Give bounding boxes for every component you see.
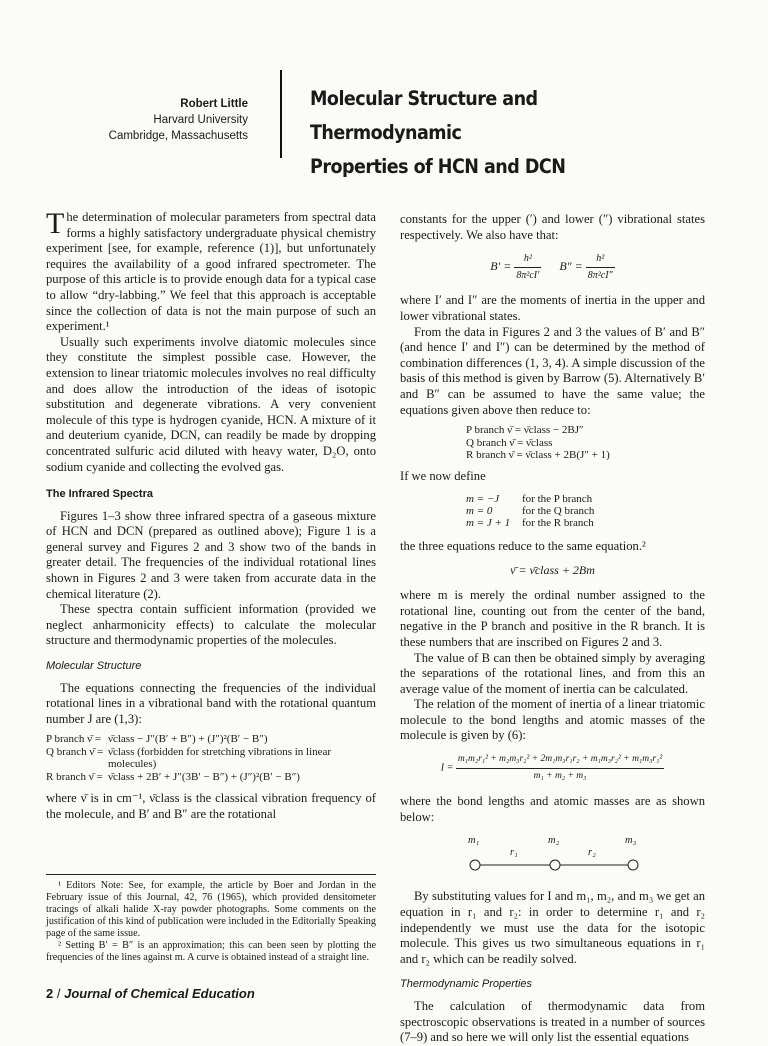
paragraph: the three equations reduce to the same equation.² <box>400 538 646 553</box>
column-right <box>400 212 705 1046</box>
paragraph: By substituting values for I and m₁, m₂, and m₃ we get an equation in r₁ and r₂: in order to determine r₁ and r₂ independently we must use the data for the isotopic molecule. This gives us two simultaneous equations in r₁ and r₂ which can be readily solved. <box>400 889 705 966</box>
denominator: 8π²cI″ <box>587 269 613 281</box>
paragraph: Figures 1–3 show three infrared spectra of a gaseous mixture of HCN and DCN (prepared as outlined above); Figure 1 is a general survey and Figures 2 and 3 show two of the bands in greater detail. The frequencies of the individual rotational lines shown in Figures 2 and 3 were taken from accurate data in the chemical literature (2). <box>46 508 376 601</box>
atom-1 <box>470 860 480 870</box>
mass-label-2: m₂ <box>548 835 560 847</box>
section-heading-infrared: The Infrared Spectra <box>46 488 153 501</box>
equation: P branch ν̄ = ν̄class − 2BJ″ <box>466 424 584 437</box>
equation: Q branch ν̄ = ν̄class <box>466 436 553 449</box>
paragraph: The calculation of thermodynamic data from spectroscopic observations is treated in a number of sources (7–9) and so here we will only list the essential equations <box>400 999 705 1045</box>
def-lhs: m = −J <box>466 492 500 505</box>
footnote-rule <box>46 874 376 875</box>
paragraph: The value of B can then be obtained simply by averaging the separations of the rotational lines, and from this an average value of the moment of inertia can be calculated. <box>400 650 705 696</box>
column-left <box>46 207 376 822</box>
mass-label-3: m₃ <box>625 835 637 847</box>
paragraph: where ν̄ is in cm⁻¹, ν̄class is the classical vibration frequency of the molecule, and B′ and B″ are the rotational <box>46 791 376 821</box>
paragraph: where I′ and I″ are the moments of inertia in the upper and lower vibrational states. <box>400 293 705 323</box>
author-block <box>109 96 248 144</box>
atom-2 <box>550 860 560 870</box>
molecule-diagram <box>400 833 705 877</box>
page-footer <box>46 986 255 1001</box>
reduced-branch-equations <box>466 424 705 461</box>
article-title <box>310 82 688 184</box>
paragraph: constants for the upper (′) and lower (″) vibrational states respectively. We also have that: <box>400 212 705 242</box>
paragraph: where the bond lengths and atomic masses are as shown below: <box>400 794 705 824</box>
bond-label-2: r₂ <box>588 847 596 859</box>
footnotes <box>46 880 376 964</box>
fraction <box>456 752 664 784</box>
eq-label: P branch ν̄ = <box>46 733 102 746</box>
footer-separator: / <box>56 986 61 1001</box>
bond-label-1: r₁ <box>510 847 518 859</box>
paragraph: Usually such experiments involve diatomic molecules since they constitute the simplest possible case. However, the extension to linear triatomic molecules involves no real difficulty and does allow the introduction of the ideas of isotopic substitution and degenerate vibrations. A very convenient molecule of this type is hydrogen cyanide, HCN. A mixture of it and deuterium cyanide, DCN, can readily be made by dropping concentrated sulfuric acid diluted with heavy water, D₂O, onto sodium cyanide and collecting the evolved gas. <box>46 334 376 474</box>
author-name: Robert Little <box>180 98 248 110</box>
numerator: h² <box>586 251 615 268</box>
fraction <box>586 251 615 283</box>
def-rhs: for the P branch <box>522 492 593 505</box>
numerator: h² <box>514 251 541 268</box>
footnote-1: ¹ Editors Note: See, for example, the article by Boer and Jordan in the February issue of this Journal, 42, 76 (1965), which provided densitometer tracings of alkali halide X-ray powder photographs. Some comments on the justification of this kind of publication were included in the Editorially Speaking page of the same issue. <box>46 880 376 939</box>
drop-cap: T <box>46 207 65 240</box>
def-rhs: for the Q branch <box>522 504 595 517</box>
eq-label: R branch ν̄ = <box>46 770 103 783</box>
paragraph: where m is merely the ordinal number assigned to the rotational line, counting out from the center of the band, negative in the P branch and positive in the R branch. It is these numbers that are inscribed on Figures 2 and 3. <box>400 588 705 649</box>
combined-equation: ν̄ = ν̄class + 2Bm <box>510 562 595 577</box>
paragraph: These spectra contain sufficient information (provided we neglect anharmonicity effects) to calculate the molecular structure and thermodynamic properties of the molecules. <box>46 602 376 648</box>
subsection-heading-thermo: Thermodynamic Properties <box>400 978 533 991</box>
denominator: m₁ + m₂ + m₃ <box>533 770 587 781</box>
m-definitions <box>466 493 705 529</box>
journal-name: Journal of Chemical Education <box>64 986 255 1001</box>
moment-of-inertia-equation <box>400 752 705 784</box>
mass-label-1: m₁ <box>468 835 480 847</box>
title-line-1: Molecular Structure and Thermodynamic <box>310 87 538 144</box>
equation: ν̄class (forbidden for stretching vibrations in linear molecules) <box>108 745 332 771</box>
eq-lhs: B′ = <box>490 259 512 274</box>
eq-label: Q branch ν̄ = <box>46 745 104 758</box>
fraction <box>514 251 541 283</box>
denominator: 8π²cI′ <box>516 269 540 281</box>
def-lhs: m = J + 1 <box>466 516 511 529</box>
paragraph: The relation of the moment of inertia of a linear triatomic molecule to the bond lengths and atomic masses of the molecule is given by (6): <box>400 697 705 743</box>
rotational-constant-equations <box>400 251 705 283</box>
molecule-atoms-bonds <box>400 833 705 877</box>
intro-paragraph <box>46 207 376 335</box>
title-rule <box>280 70 282 158</box>
atom-3 <box>628 860 638 870</box>
paragraph: From the data in Figures 2 and 3 the values of B′ and B″ (and hence I′ and I″) can be determined by the method of combination differences (1, 3, 4). A simple discussion of the basis of this method is given by Barrow (5). Alternatively B′ and B″ can be assumed to have the same value; the equations given above then reduce to: <box>400 324 705 417</box>
numerator: m₁m₂r₁² + m₂m₃r₂² + 2m₁m₃r₁r₂ + m₁m₃r₂² + m₁m₃r₁² <box>456 752 664 769</box>
page-number: 2 <box>46 986 54 1001</box>
title-line-2: Properties of HCN and DCN <box>310 155 566 178</box>
def-rhs: for the R branch <box>522 516 594 529</box>
eq-lhs: I = <box>440 762 454 774</box>
paragraph: The equations connecting the frequencies of the individual rotational lines in a vibrational band with the rotational quantum number J are (1,3): <box>46 680 376 726</box>
eq-lhs: B″ = <box>559 259 583 274</box>
equation: ν̄class + 2B′ + J″(3B′ − B″) + (J″)²(B′ − B″) <box>108 770 300 783</box>
paragraph: If we now define <box>400 469 486 484</box>
equation: ν̄class − J″(B′ + B″) + (J″)²(B′ − B″) <box>108 733 268 746</box>
intro-text: he determination of molecular parameters from spectral data forms a highly satisfactory undergraduate physical chemistry experiment [see, for example, reference (1)], but unfortunately requires the availability of a good infrared spectrometer. The purpose of this article is to provide enough data for a typical case to allow “dry-labbing.” We feel that this approach is acceptable since the collection of data is not the main purpose of such an experiment.¹ <box>46 210 376 334</box>
def-lhs: m = 0 <box>466 504 493 517</box>
subsection-heading-structure: Molecular Structure <box>46 660 142 673</box>
branch-equations <box>46 733 376 783</box>
author-affiliation: Harvard University <box>153 114 248 126</box>
author-location: Cambridge, Massachusetts <box>108 130 248 142</box>
equation: R branch ν̄ = ν̄class + 2B(J″ + 1) <box>466 448 610 461</box>
footnote-2: ² Setting B′ = B″ is an approximation; this can been seen by plotting the frequencies of the lines against m. A curve is obtained instead of a straight line. <box>46 940 376 963</box>
